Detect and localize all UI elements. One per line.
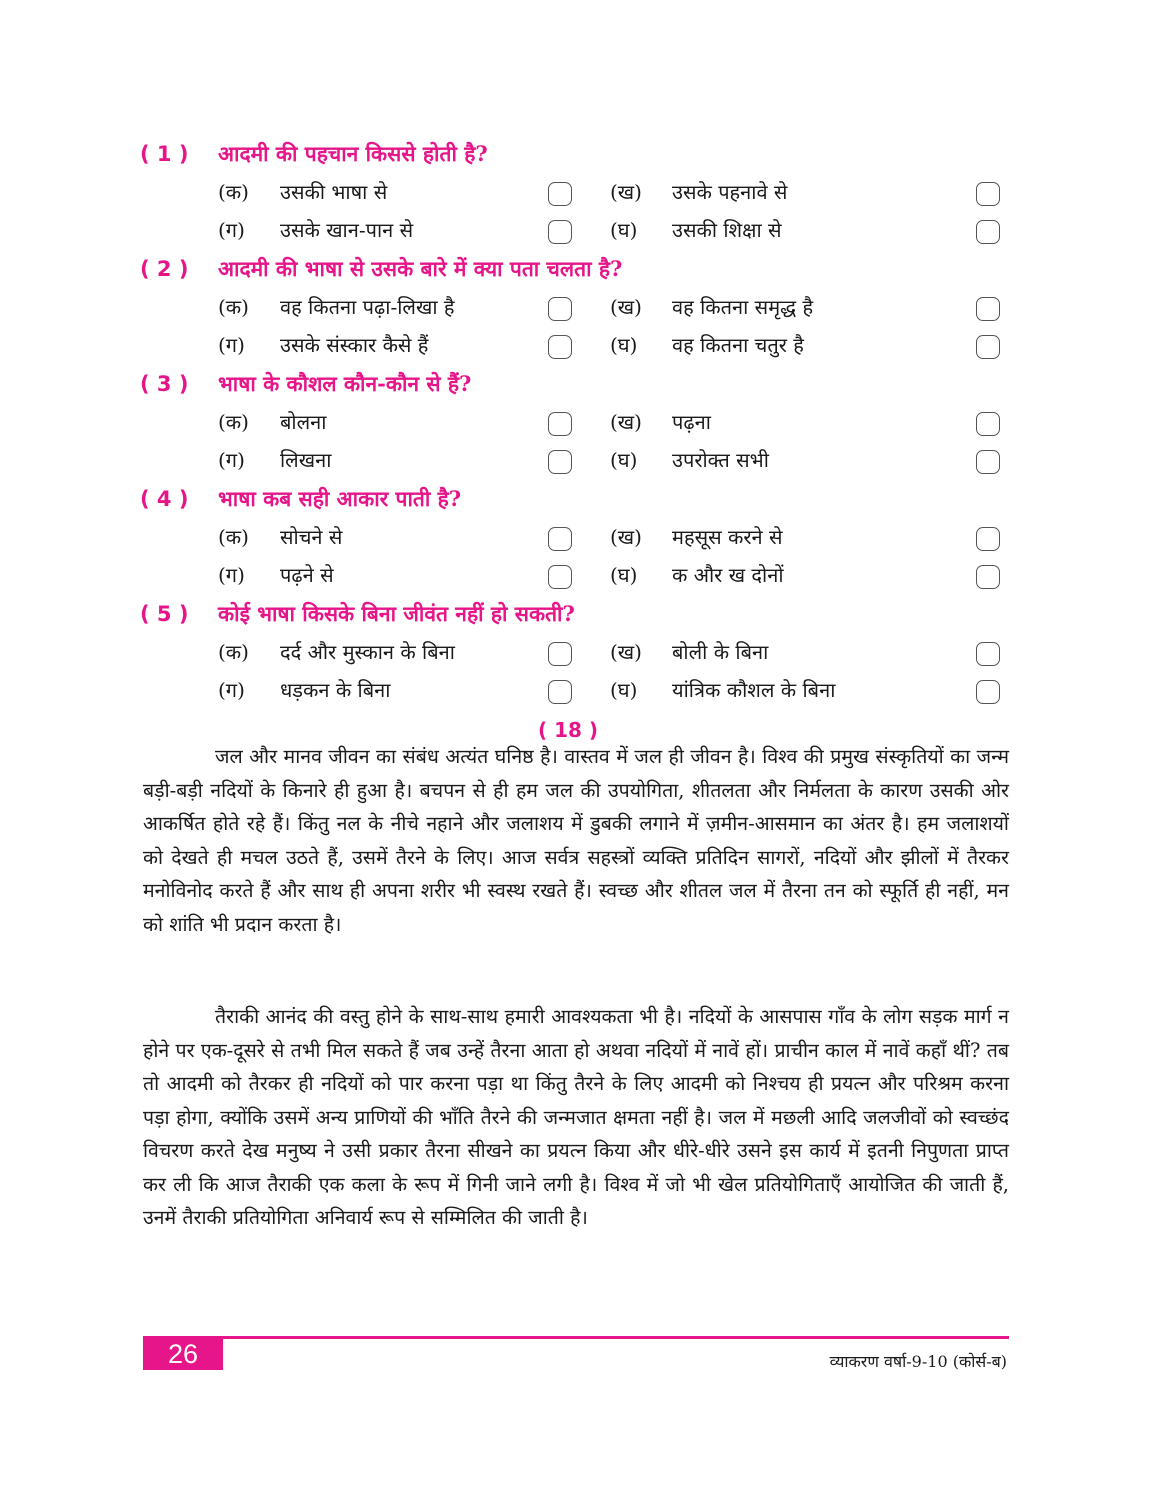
question-number: ( 2 ) (140, 257, 189, 281)
question-number: ( 3 ) (140, 372, 189, 396)
answer-checkbox[interactable] (548, 182, 572, 206)
option-text: क और ख दोनों (672, 563, 784, 587)
answer-checkbox[interactable] (976, 565, 1000, 589)
option-ka (218, 523, 342, 550)
option-text: पढ़ने से (280, 563, 334, 587)
answer-checkbox[interactable] (976, 642, 1000, 666)
answer-checkbox[interactable] (548, 680, 572, 704)
option-text: बोलना (280, 410, 327, 434)
option-kha (610, 523, 783, 550)
option-label: (ग) (218, 218, 245, 242)
question-text: भाषा के कौशल कौन-कौन से हैं? (218, 371, 472, 396)
option-label: (ख) (610, 180, 642, 204)
option-ga (218, 561, 334, 588)
option-text: उसके संस्कार कैसे हैं (280, 333, 429, 357)
option-text: वह कितना पढ़ा-लिखा है (280, 295, 455, 319)
question-4 (140, 485, 1010, 599)
question-5 (140, 600, 1010, 714)
option-text: पढ़ना (672, 410, 711, 434)
answer-checkbox[interactable] (548, 412, 572, 436)
option-text: उसकी शिक्षा से (672, 218, 782, 242)
option-gha (610, 446, 769, 473)
option-label: (ग) (218, 563, 245, 587)
question-number: ( 5 ) (140, 602, 189, 626)
option-gha (610, 331, 804, 358)
question-2 (140, 255, 1010, 369)
option-text: सोचने से (280, 525, 343, 549)
option-text: उसके खान-पान से (280, 218, 414, 242)
question-text: भाषा कब सही आकार पाती है? (218, 486, 462, 511)
option-text: लिखना (280, 448, 332, 472)
answer-checkbox[interactable] (976, 680, 1000, 704)
option-label: (घ) (610, 333, 638, 357)
answer-checkbox[interactable] (976, 182, 1000, 206)
question-1 (140, 140, 1010, 254)
option-ga (218, 331, 428, 358)
option-gha (610, 676, 835, 703)
option-label: (ख) (610, 410, 642, 434)
option-ka (218, 408, 326, 435)
question-text: आदमी की भाषा से उसके बारे में क्या पता चलता है? (218, 256, 623, 281)
option-label: (क) (218, 180, 249, 204)
option-label: (घ) (610, 678, 638, 702)
option-label: (ख) (610, 295, 642, 319)
page-number: 26 (143, 1339, 223, 1370)
answer-checkbox[interactable] (976, 220, 1000, 244)
option-kha (610, 408, 711, 435)
option-text: वह कितना चतुर है (672, 333, 804, 357)
option-kha (610, 638, 768, 665)
answer-checkbox[interactable] (548, 642, 572, 666)
answer-checkbox[interactable] (976, 527, 1000, 551)
option-label: (घ) (610, 218, 638, 242)
option-label: (क) (218, 525, 249, 549)
footer-divider (143, 1336, 1009, 1339)
answer-checkbox[interactable] (976, 450, 1000, 474)
question-number: ( 1 ) (140, 142, 189, 166)
option-label: (घ) (610, 448, 638, 472)
question-number: ( 4 ) (140, 487, 189, 511)
option-text: धड़कन के बिना (280, 678, 391, 702)
paragraph-2: तैराकी आनंद की वस्तु होने के साथ-साथ हमारी आवश्यकता भी है। नदियों के आसपास गाँव के लोग सड़क मार्ग न होने पर एक-दूसरे से तभी मिल सकते हैं जब उन्हें तैरना आता हो अथवा नदियों में नावें हों। प्राचीन काल में नावें कहाँ थीं? तब तो आदमी को तैरकर ही नदियों को पार करना पड़ा था किंतु तैरने के लिए आदमी को निश्चय ही प्रयत्न और परिश्रम करना पड़ा होगा, क्योंकि उसमें अन्य प्राणियों की भाँति तैरने की जन्मजात क्षमता नहीं है। जल में मछली आदि जलजीवों को स्वच्छंद विचरण करते देख मनुष्य ने उसी प्रकार तैरना सीखने का प्रयत्न किया और धीरे-धीरे उसने इस कार्य में इतनी निपुणता प्राप्त कर ली कि आज तैराकी एक कला के रूप में गिनी जाने लगी है। विश्व में जो भी खेल प्रतियोगिताएँ आयोजित की जाती हैं, उनमें तैराकी प्रतियोगिता अनिवार्य रूप से सम्मिलित की जाती है। (143, 1005, 1009, 1229)
option-label: (ग) (218, 448, 245, 472)
option-text: दर्द और मुस्कान के बिना (280, 640, 455, 664)
option-text: महसूस करने से (672, 525, 783, 549)
answer-checkbox[interactable] (976, 412, 1000, 436)
answer-checkbox[interactable] (976, 297, 1000, 321)
answer-checkbox[interactable] (548, 450, 572, 474)
option-text: यांत्रिक कौशल के बिना (672, 678, 836, 702)
option-ga (218, 446, 331, 473)
option-text: उपरोक्त सभी (672, 448, 769, 472)
option-label: (क) (218, 295, 249, 319)
option-label: (क) (218, 640, 249, 664)
answer-checkbox[interactable] (548, 297, 572, 321)
option-text: बोली के बिना (672, 640, 769, 664)
option-gha (610, 216, 782, 243)
option-text: वह कितना समृद्ध है (672, 295, 814, 319)
option-label: (ख) (610, 640, 642, 664)
answer-checkbox[interactable] (548, 527, 572, 551)
book-title: व्याकरण वर्षा-9-10 (कोर्स-ब) (829, 1352, 1007, 1371)
option-label: (ग) (218, 678, 245, 702)
option-text: उसके पहनावे से (672, 180, 788, 204)
paragraph-1: जल और मानव जीवन का संबंध अत्यंत घनिष्ठ है। वास्तव में जल ही जीवन है। विश्व की प्रमुख संस्कृतियों का जन्म बड़ी-बड़ी नदियों के किनारे ही हुआ है। बचपन से ही हम जल की उपयोगिता, शीतलता और निर्मलता के कारण उसकी ओर आकर्षित होते रहे हैं। किंतु नल के नीचे नहाने और जलाशय में डुबकी लगाने में ज़मीन-आसमान का अंतर है। हम जलाशयों को देखते ही मचल उठते हैं, उसमें तैरने के लिए। आज सर्वत्र सहस्त्रों व्यक्ति प्रतिदिन सागरों, नदियों और झीलों में तैरकर मनोविनोद करते हैं और साथ ही अपना शरीर भी स्वस्थ रखते हैं। स्वच्छ और शीतल जल में तैरना तन को स्फूर्ति ही नहीं, मन को शांति भी प्रदान करता है। (143, 745, 1009, 936)
question-text: कोई भाषा किसके बिना जीवंत नहीं हो सकती? (218, 601, 575, 626)
question-text: आदमी की पहचान किससे होती है? (218, 141, 488, 166)
answer-checkbox[interactable] (548, 565, 572, 589)
option-ka (218, 178, 387, 205)
option-label: (क) (218, 410, 249, 434)
option-kha (610, 293, 813, 320)
answer-checkbox[interactable] (548, 335, 572, 359)
answer-checkbox[interactable] (548, 220, 572, 244)
option-kha (610, 178, 787, 205)
answer-checkbox[interactable] (976, 335, 1000, 359)
option-gha (610, 561, 784, 588)
option-ga (218, 676, 390, 703)
passage-number: ( 18 ) (538, 718, 599, 742)
option-label: (घ) (610, 563, 638, 587)
option-ka (218, 293, 455, 320)
option-label: (ग) (218, 333, 245, 357)
option-ga (218, 216, 413, 243)
question-3 (140, 370, 1010, 484)
option-text: उसकी भाषा से (280, 180, 388, 204)
option-label: (ख) (610, 525, 642, 549)
option-ka (218, 638, 455, 665)
